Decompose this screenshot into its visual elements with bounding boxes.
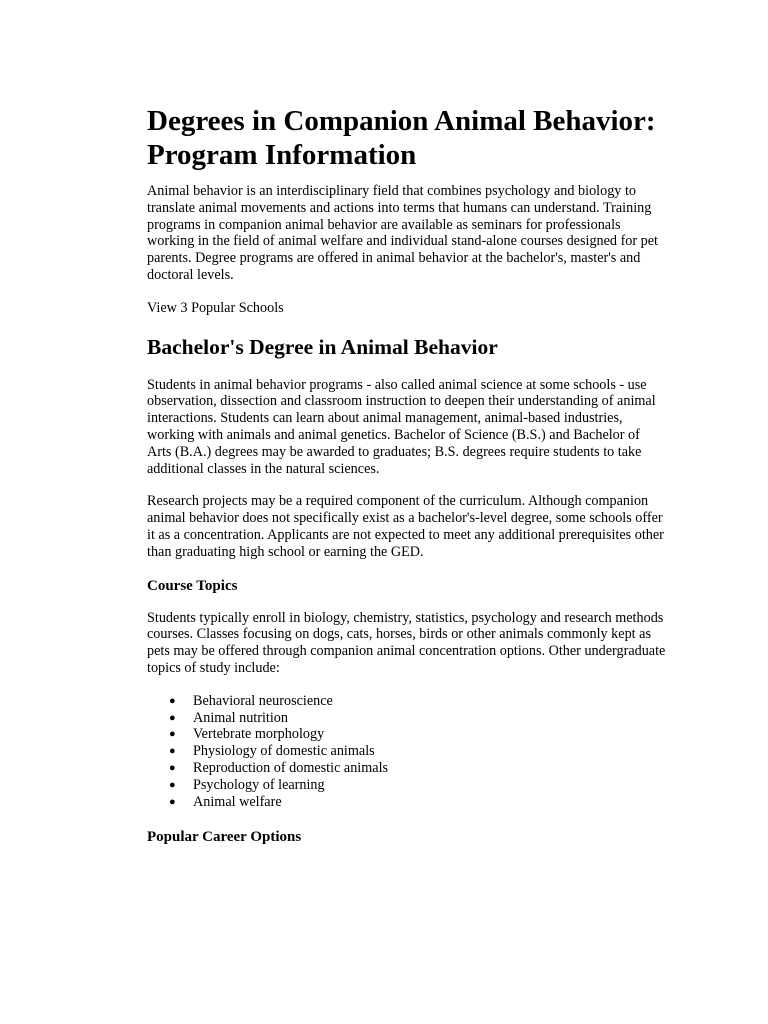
list-item-text: Animal welfare xyxy=(193,793,282,810)
list-item xyxy=(147,726,667,743)
bachelors-paragraph-2: Research projects may be a required component of the curriculum. Although companion animal behavior does not specifically exist as a bachelor's-level degree, some schools offer it as a concentration. Applicants are not expected to meet any additional prerequisites other than graduating high school or earning the GED. xyxy=(147,493,664,560)
bullet-icon: ● xyxy=(169,795,176,808)
bachelors-paragraph-1: Students in animal behavior programs - also called animal science at some schools - use observation, dissection and classroom instruction to deepen their understanding of animal interactions. Students can learn about animal management, animal-based industries, working with animals and animal genetics. Bachelor of Science (B.S.) and Bachelor of Arts (B.A.) degrees may be awarded to graduates; B.S. degrees require students to take additional classes in the natural sciences. xyxy=(147,376,656,477)
bullet-icon: ● xyxy=(169,711,176,724)
bullet-icon: ● xyxy=(169,761,176,774)
course-topics-list xyxy=(147,693,667,811)
list-item xyxy=(147,777,667,794)
list-item xyxy=(147,794,667,811)
page-title: Degrees in Companion Animal Behavior: Program Information xyxy=(147,105,656,171)
intro-paragraph: Animal behavior is an interdisciplinary field that combines psychology and biology to translate animal movements and actions into terms that humans can understand. Training programs in companion animal behavior are available as seminars for professionals working in the field of animal welfare and individual stand-alone courses designed for pet parents. Degree programs are offered in animal behavior at the bachelor's, master's and doctoral levels. xyxy=(147,183,658,283)
list-item xyxy=(147,743,667,760)
list-item-text: Reproduction of domestic animals xyxy=(193,759,389,776)
document-page xyxy=(147,104,667,861)
list-item-text: Vertebrate morphology xyxy=(193,726,325,743)
view-schools-link[interactable]: View 3 Popular Schools xyxy=(147,299,284,316)
course-topics-heading: Course Topics xyxy=(147,577,238,594)
list-item xyxy=(147,693,667,710)
career-heading: Popular Career Options xyxy=(147,829,302,846)
bullet-icon: ● xyxy=(169,728,176,741)
list-item-text: Psychology of learning xyxy=(193,776,325,793)
list-item xyxy=(147,760,667,777)
course-topics-paragraph: Students typically enroll in biology, chemistry, statistics, psychology and research methods courses. Classes focusing on dogs, cats, horses, birds or other animals commonly kept as pets may be offered through companion animal concentration options. Other undergraduate topics of study include: xyxy=(147,609,666,676)
list-item-text: Animal nutrition xyxy=(193,709,288,726)
bullet-icon: ● xyxy=(169,745,176,758)
bullet-icon: ● xyxy=(169,778,176,791)
list-item-text: Behavioral neuroscience xyxy=(193,692,333,709)
bachelors-heading: Bachelor's Degree in Animal Behavior xyxy=(147,334,498,359)
list-item-text: Physiology of domestic animals xyxy=(193,743,375,760)
list-item xyxy=(147,710,667,727)
bullet-icon: ● xyxy=(169,694,176,707)
